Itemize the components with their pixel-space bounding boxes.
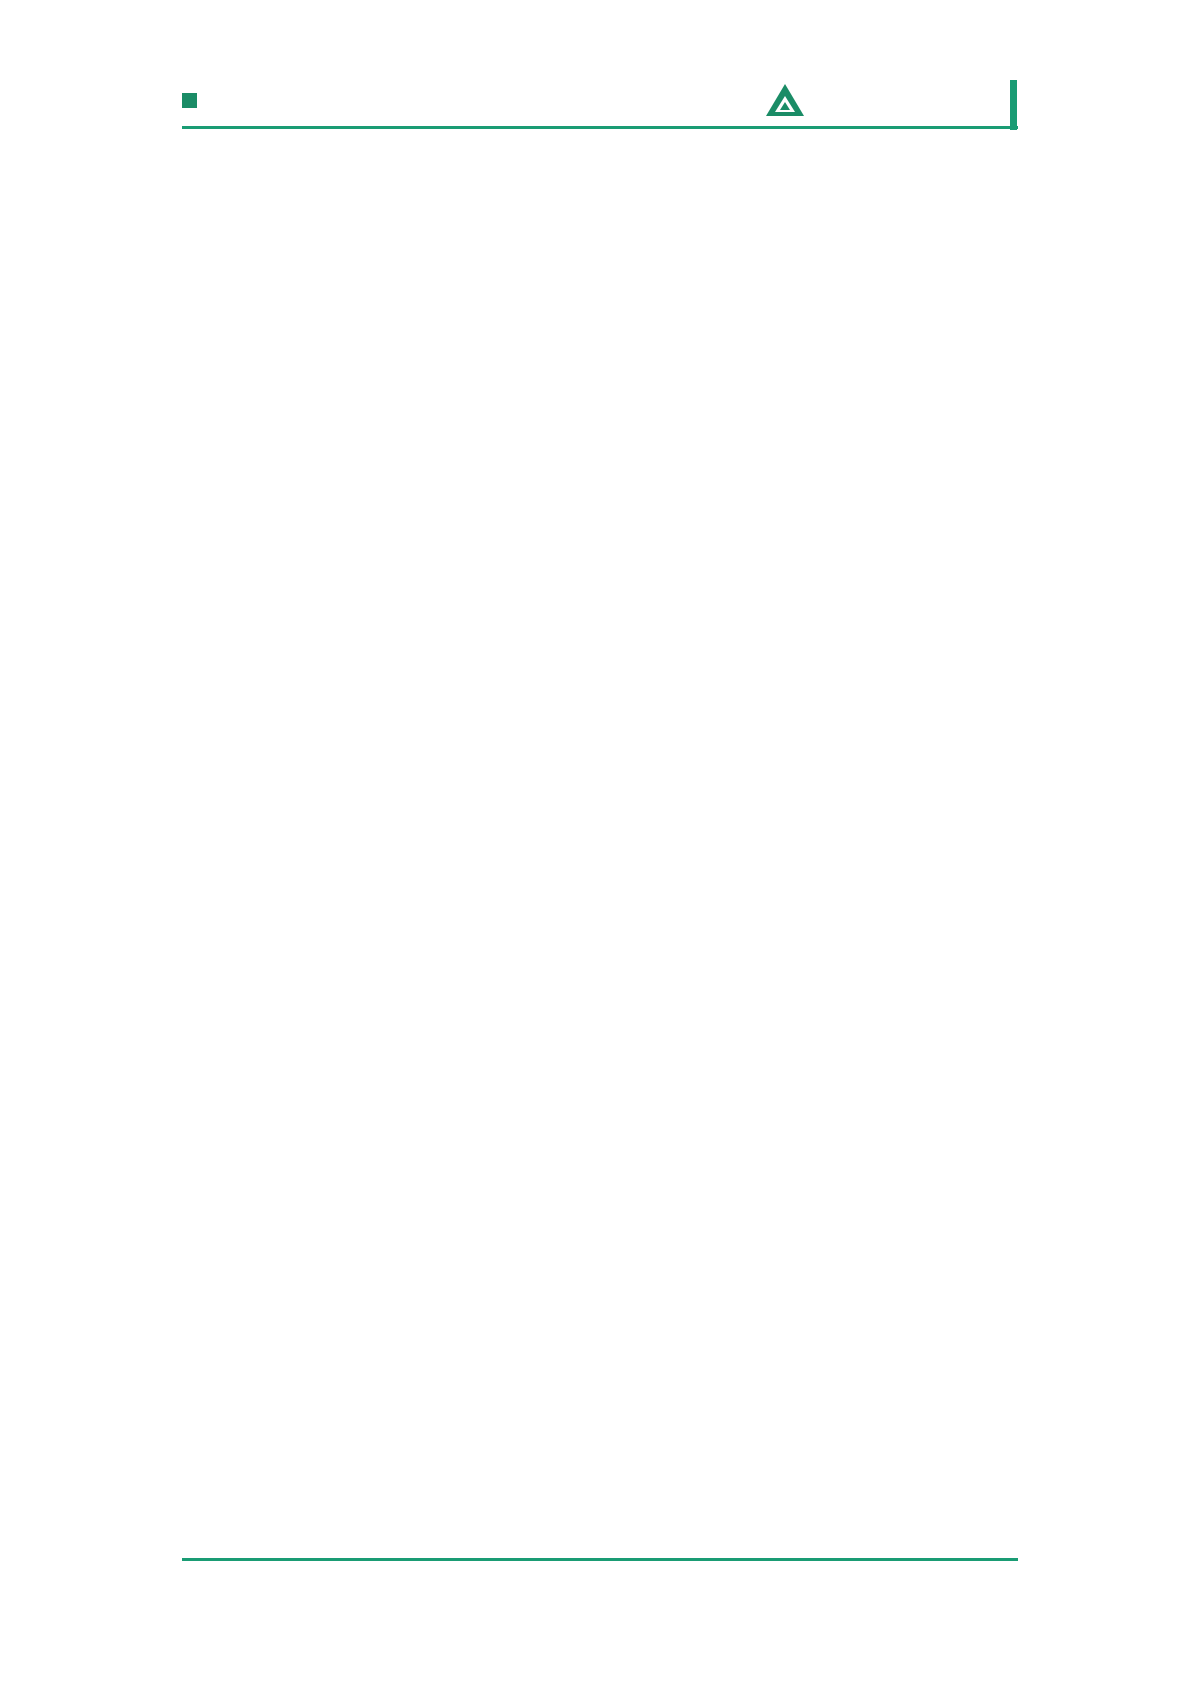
logo-triangle-icon (764, 82, 806, 118)
header-divider (182, 126, 1018, 129)
footer-contact (182, 1566, 214, 1590)
footer-divider (182, 1558, 1018, 1561)
document-header-title (182, 93, 204, 108)
institute-logo (764, 82, 814, 118)
header-accent-bar (1010, 80, 1017, 130)
square-bullet-icon (182, 93, 197, 108)
